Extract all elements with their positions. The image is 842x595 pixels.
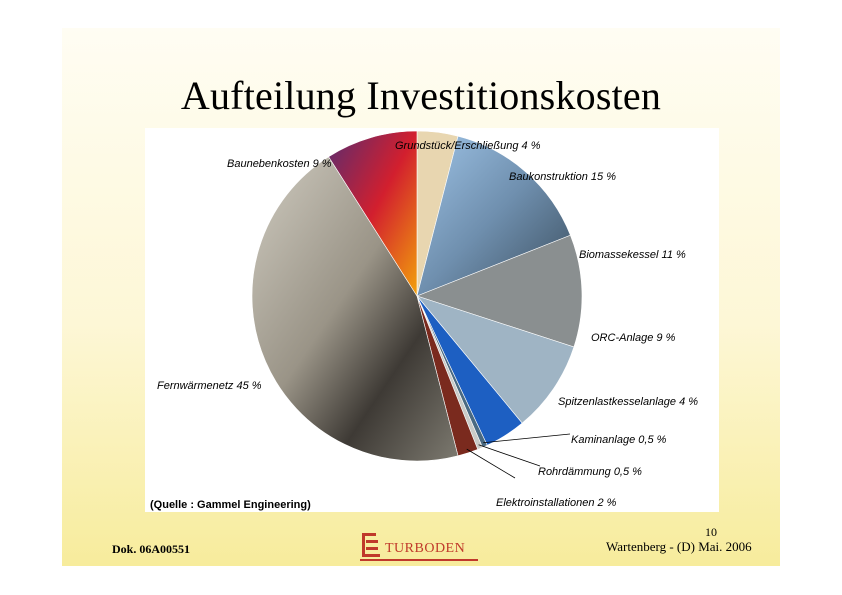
pie-chart	[145, 128, 719, 512]
chart-panel	[145, 128, 719, 512]
pie-label-8: Elektroinstallationen 2 %	[496, 497, 617, 509]
turboden-logo-icon	[360, 530, 382, 558]
logo-underline	[360, 559, 478, 561]
page-number: 10	[705, 525, 717, 539]
logo-text: TURBODEN	[385, 541, 466, 556]
turboden-logo	[360, 530, 480, 560]
event-location-date: Wartenberg - (D) Mai. 2006	[606, 539, 752, 554]
pie-label-6: Kaminanlage 0,5 %	[571, 434, 667, 446]
pie-label-2: Baukonstruktion 15 %	[509, 171, 617, 183]
document-id: Dok. 06A00551	[112, 542, 191, 556]
pie-label-4: ORC-Anlage 9 %	[591, 332, 676, 344]
source-note: (Quelle : Gammel Engineering)	[150, 499, 311, 511]
pie-label-1: Grundstück/Erschließung 4 %	[395, 140, 541, 152]
pie-label-3: Biomassekessel 11 %	[579, 249, 686, 261]
leader-line-7	[479, 445, 540, 466]
pie-label-7: Rohrdämmung 0,5 %	[538, 466, 642, 478]
pie-label-9: Fernwärmenetz 45 %	[157, 380, 262, 392]
leader-line-8	[467, 449, 515, 478]
pie-label-5: Spitzenlastkesselanlage 4 %	[558, 396, 699, 408]
slide-title: Aufteilung Investitionskosten	[180, 73, 662, 118]
pie-label-10: Baunebenkosten 9 %	[227, 158, 332, 170]
